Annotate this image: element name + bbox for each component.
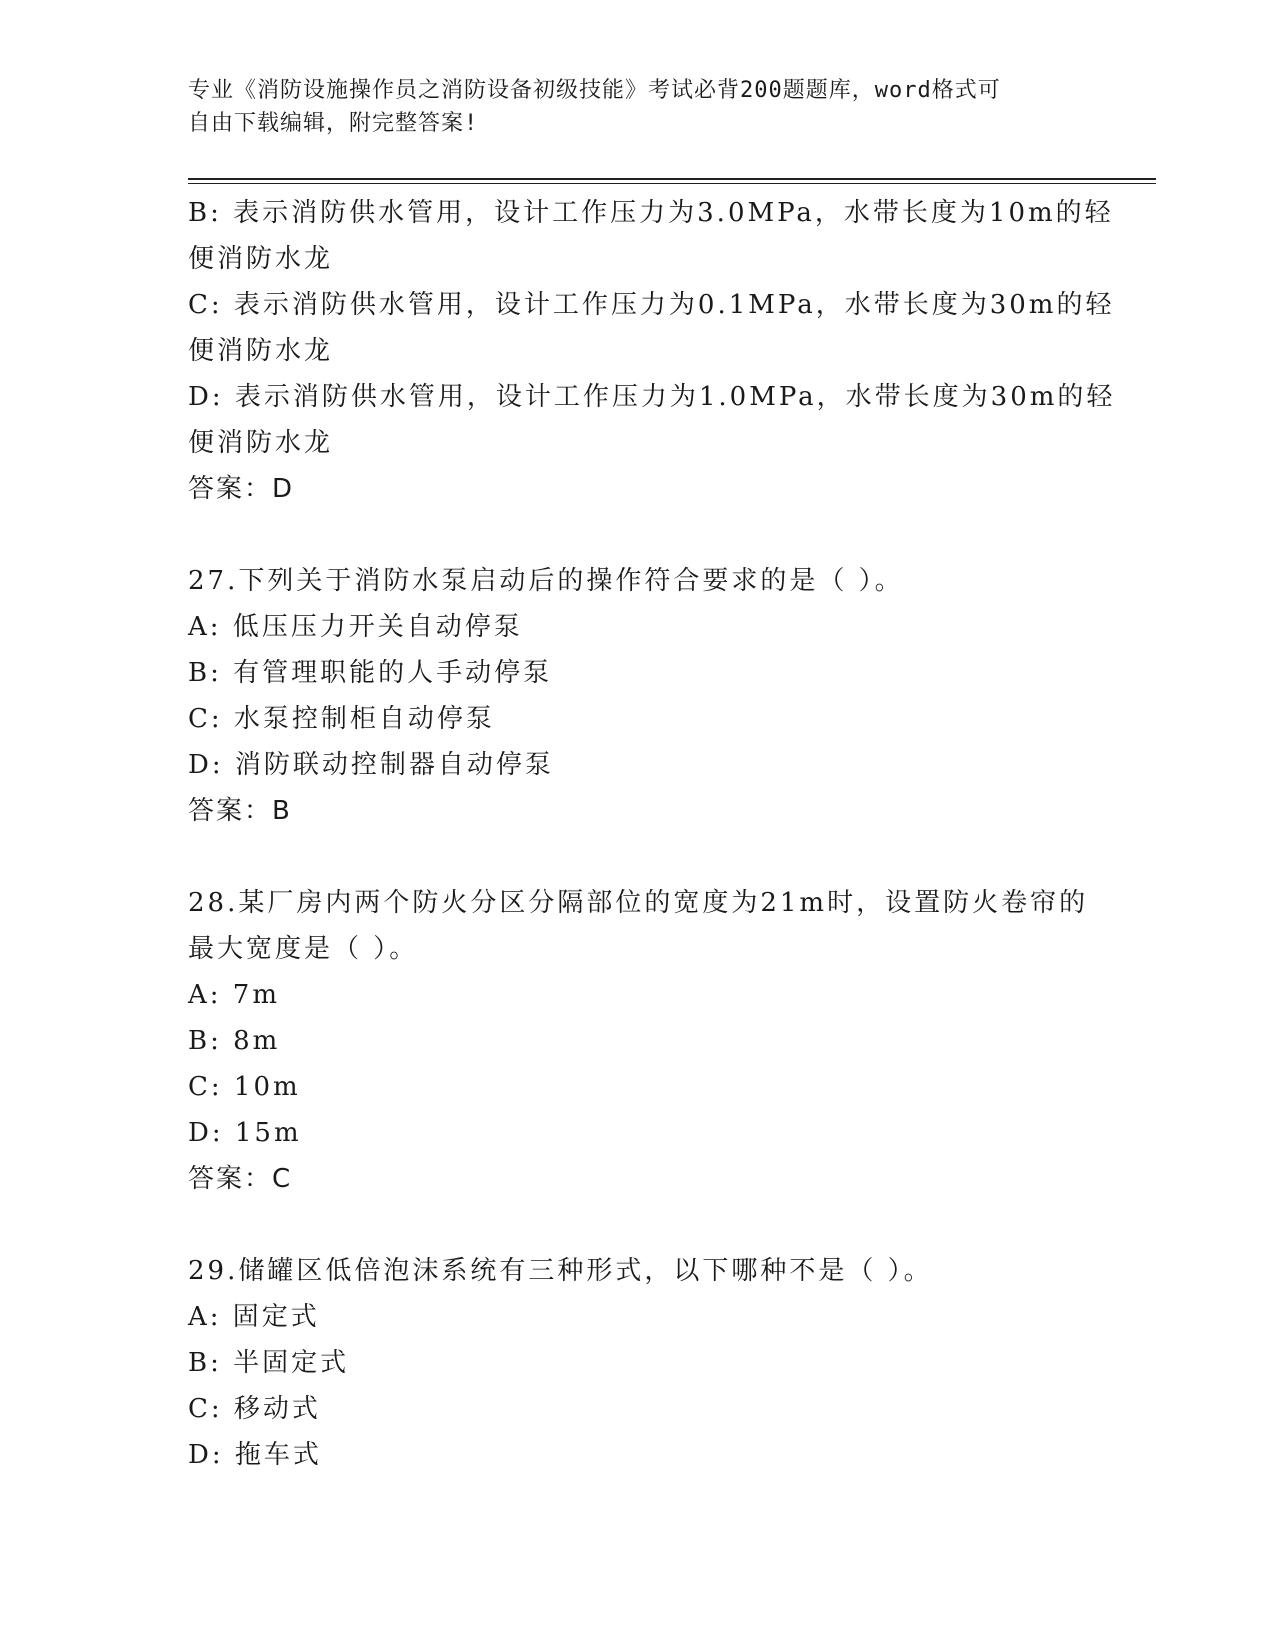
question-28 <box>188 880 1108 1202</box>
option-d: D: 消防联动控制器自动停泵 <box>188 750 554 780</box>
option-c-line-2: 便消防水龙 <box>188 336 334 366</box>
document-header <box>188 74 1088 140</box>
question-27 <box>188 558 1108 834</box>
header-title-line-1: 专业《消防设施操作员之消防设备初级技能》考试必背200题题库，word格式可 <box>188 78 1001 103</box>
header-divider-thin <box>188 183 1156 184</box>
spacer <box>188 512 1108 558</box>
option-a: A: 固定式 <box>188 1302 320 1332</box>
option-b-line-2: 便消防水龙 <box>188 244 334 274</box>
question-stem-line-2: 最大宽度是（ ）。 <box>188 934 419 964</box>
option-b-line-1: B: 表示消防供水管用，设计工作压力为3.0MPa，水带长度为10m的轻 <box>188 198 1114 228</box>
option-d-line-1: D: 表示消防供水管用，设计工作压力为1.0MPa，水带长度为30m的轻 <box>188 382 1116 412</box>
answer-line: 答案：C <box>188 1164 293 1194</box>
header-title-line-2: 自由下载编辑，附完整答案! <box>188 111 479 136</box>
question-list <box>188 190 1116 1478</box>
question-stem: 29.储罐区低倍泡沫系统有三种形式，以下哪种不是（ ）。 <box>188 1256 933 1286</box>
spacer <box>188 1202 1108 1248</box>
option-b: B: 8m <box>188 1026 281 1056</box>
question-29 <box>188 1248 1108 1478</box>
question-stem: 27.下列关于消防水泵启动后的操作符合要求的是（ ）。 <box>188 566 904 596</box>
answer-line: 答案：B <box>188 796 292 826</box>
answer-line: 答案：D <box>188 474 295 504</box>
spacer <box>188 834 1108 880</box>
header-divider-thick <box>188 178 1156 180</box>
option-b: B: 有管理职能的人手动停泵 <box>188 658 553 688</box>
option-c-line-1: C: 表示消防供水管用，设计工作压力为0.1MPa，水带长度为30m的轻 <box>188 290 1115 320</box>
option-a: A: 7m <box>188 980 280 1010</box>
question-26 <box>188 190 1116 512</box>
option-c: C: 移动式 <box>188 1394 321 1424</box>
option-d-line-2: 便消防水龙 <box>188 428 334 458</box>
option-a: A: 低压压力开关自动停泵 <box>188 612 523 642</box>
question-stem-line-1: 28.某厂房内两个防火分区分隔部位的宽度为21m时，设置防火卷帘的 <box>188 888 1089 918</box>
option-d: D: 15m <box>188 1118 302 1148</box>
option-c: C: 水泵控制柜自动停泵 <box>188 704 495 734</box>
option-c: C: 10m <box>188 1072 301 1102</box>
option-b: B: 半固定式 <box>188 1348 350 1378</box>
option-d: D: 拖车式 <box>188 1440 322 1470</box>
